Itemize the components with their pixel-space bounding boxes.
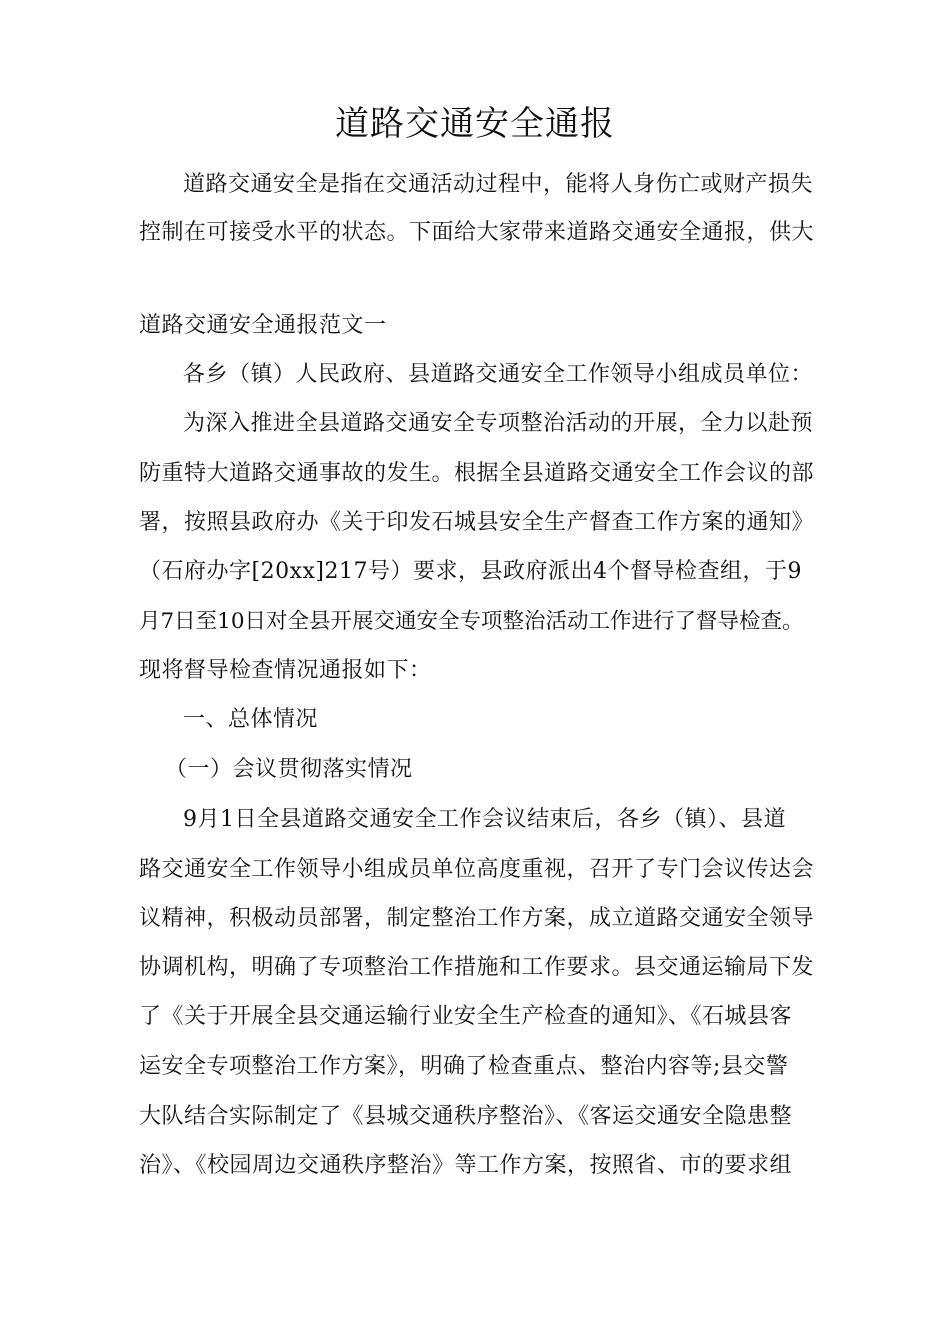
section-heading: 道路交通安全通报范文一 bbox=[139, 313, 387, 338]
paragraph-line: 道路交通安全是指在交通活动过程中，能将人身伤亡或财产损失 bbox=[183, 172, 814, 197]
paragraph-line: 控制在可接受水平的状态。下面给大家带来道路交通安全通报，供大 bbox=[139, 220, 815, 245]
document-title: 道路交通安全通报 bbox=[335, 104, 615, 144]
paragraph-line: 各乡（镇）人民政府、县道路交通安全工作领导小组成员单位： bbox=[183, 362, 814, 387]
paragraph-line: 现将督导检查情况通报如下： bbox=[139, 658, 432, 683]
paragraph-line: 署，按照县政府办《关于印发石城县安全生产督查工作方案的通知》 bbox=[139, 510, 815, 535]
paragraph-line: 路交通安全工作领导小组成员单位高度重视，召开了专门会议传达会 bbox=[139, 857, 815, 882]
subsection-heading: （一）会议贯彻落实情况 bbox=[165, 757, 413, 782]
paragraph-line: 防重特大道路交通事故的发生。根据全县道路交通安全工作会议的部 bbox=[139, 461, 815, 486]
paragraph-line: 议精神，积极动员部署，制定整治工作方案，成立道路交通安全领导 bbox=[139, 906, 815, 931]
paragraph-line: 9月1日全县道路交通安全工作会议结束后，各乡（镇）、县道 bbox=[183, 807, 786, 832]
paragraph-line: 月7日至10日对全县开展交通安全专项整治活动工作进行了督导检查。 bbox=[139, 609, 804, 634]
section-heading: 一、总体情况 bbox=[183, 707, 319, 732]
paragraph-line: 协调机构，明确了专项整治工作措施和工作要求。县交通运输局下发 bbox=[139, 955, 815, 980]
paragraph-line: 运安全专项整治工作方案》，明确了检查重点、整治内容等;县交警 bbox=[139, 1054, 789, 1079]
paragraph-line: 治》、《校园周边交通秩序整治》等工作方案，按照省、市的要求组 bbox=[139, 1153, 793, 1178]
paragraph-line: 大队结合实际制定了《县城交通秩序整治》、《客运交通安全隐患整 bbox=[139, 1104, 793, 1129]
paragraph-line: （石府办字[20xx]217号）要求，县政府派出4个督导检查组，于9 bbox=[139, 559, 802, 584]
paragraph-line: 了《关于开展全县交通运输行业安全生产检查的通知》、《石城县客 bbox=[139, 1004, 793, 1029]
paragraph-line: 为深入推进全县道路交通安全专项整治活动的开展，全力以赴预 bbox=[183, 411, 814, 436]
